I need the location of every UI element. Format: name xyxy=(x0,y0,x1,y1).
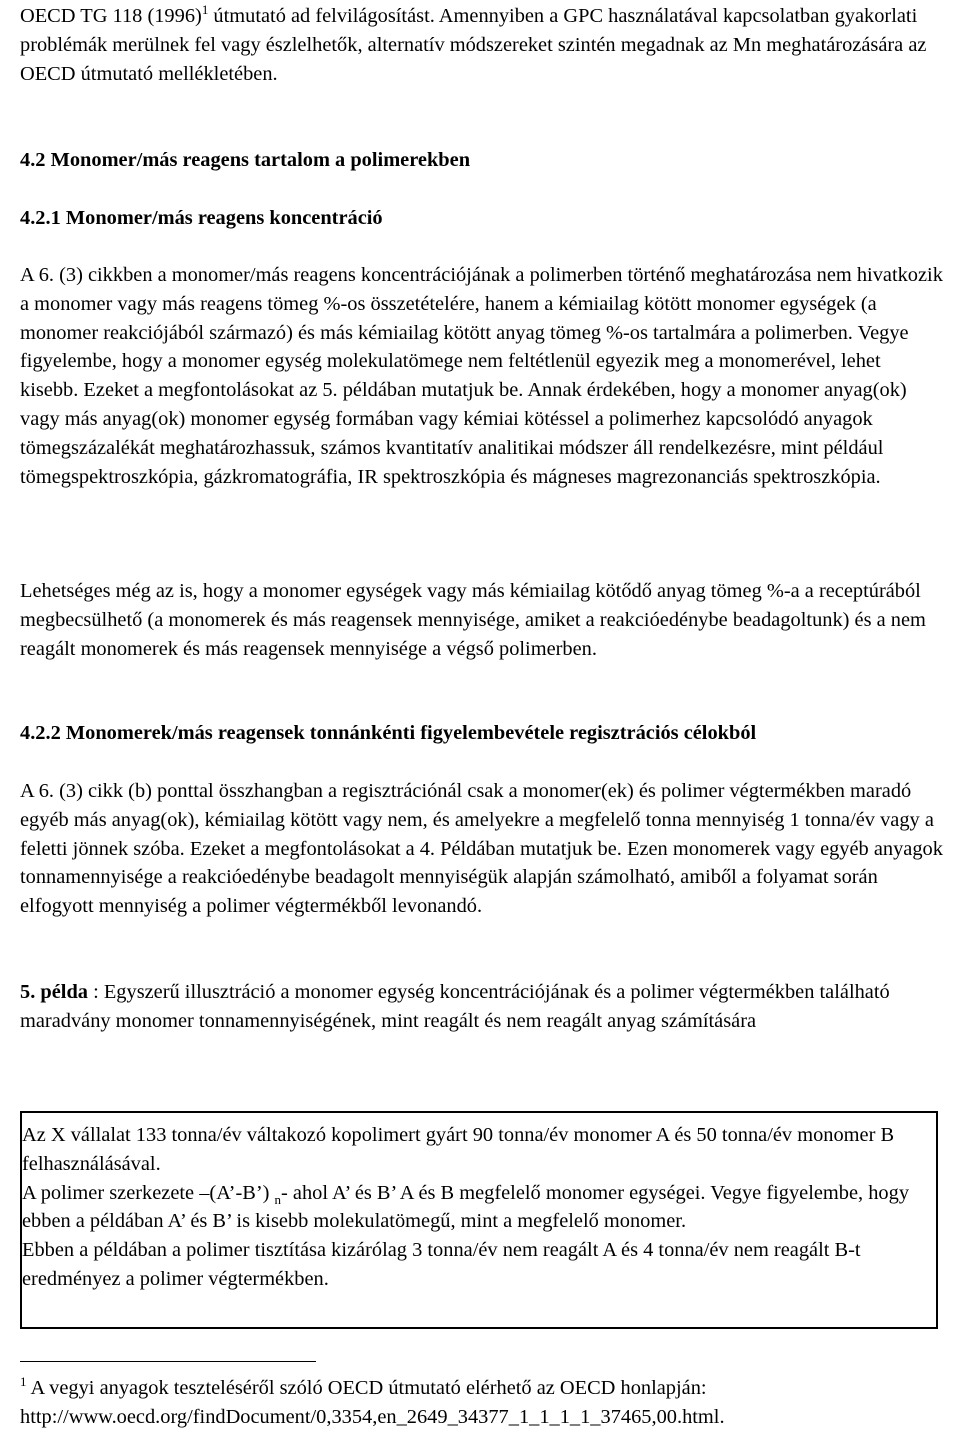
paragraph-registration: A 6. (3) cikk (b) ponttal összhangban a regisztrációnál csak a monomer(ek) és polimer végtermékben maradó egyéb más anyag(ok), kémiailag kötött vagy nem, és amelyekre a megfelelő tonna mennyiség 1 tonna/év vagy a feletti jönnek szóba. Ezeket a megfontolásokat a 4. Példában mutatjuk be. Ezen monomerek vagy egyéb anyagok tonnamennyisége a reakcióedénybe beadagolt mennyiségük alapján számolható, amiből a folyamat során elfogyott mennyiség a polimer végtermékből levonandó. xyxy=(20,780,943,918)
heading-4-2: 4.2 Monomer/más reagens tartalom a polimerekben xyxy=(20,149,471,171)
paragraph-estimation: Lehetséges még az is, hogy a monomer egységek vagy más kémiailag kötődő anyag tömeg %-a a receptúrából megbecsülhető (a monomerek és más reagensek mennyisége, amiket a reakcióedénybe beadagoltunk) és a nem reagált monomerek és más reagensek mennyisége a végső polimerben. xyxy=(20,580,926,660)
example-label: 5. példa xyxy=(20,981,88,1003)
structure-explanation: - ahol A’ és B’ A és B megfelelő monomer egységei. Vegye figyelembe, hogy ebben a példában A’ és B’ is kisebb molekulatömegű, mint a megfelelő monomer. xyxy=(22,1181,910,1233)
footnote-text: A vegyi anyagok teszteléséről szóló OECD útmutató elérhető az OECD honlapján: http://www.oecd.org/findDocument/0,3354,en_2649_34377_1_1_1_1_37465,00.html. xyxy=(20,1377,725,1428)
intro-paragraph xyxy=(20,2,944,88)
paragraph-concentration: A 6. (3) cikkben a monomer/más reagens koncentrációjának a polimerben történő meghatározása nem hivatkozik a monomer vagy más reagens tömeg %-os összetételére, hanem a kémiailag kötött monomer egységek (a monomer reakciójából származó) és más kémiailag kötött anyag tömeg %-os tartalmára a polimerben. Vegye figyelembe, hogy a monomer egység molekulatömege nem feltétlenül egyezik meg a monomerével, lehet kisebb. Ezeket a megfontolásokat az 5. példában mutatjuk be. Annak érdekében, hogy a monomer anyag(ok) vagy más anyag(ok) monomer egység formában vagy kémiai kötéssel a polimerhez kapcsolódó anyagok tömegszázalékát meghatározhassuk, számos kvantitatív analitikai módszer áll rendelkezésre, mint például tömegspektroszkópia, gázkromatográfia, IR spektroszkópia és mágneses magrezonanciás spektroszkópia. xyxy=(20,264,943,488)
structure-subscript: n xyxy=(274,1191,282,1207)
example-box-line-1: Az X vállalat 133 tonna/év váltakozó kopolimert gyárt 90 tonna/év monomer A és 50 tonna/év monomer B felhasználásával. xyxy=(22,1124,895,1175)
example-text: : Egyszerű illusztráció a monomer egység koncentrációjának és a polimer végtermékben található maradvány monomer tonnamennyiségének, mint reagált és nem reagált anyag számítására xyxy=(20,981,890,1032)
heading-4-2-2: 4.2.2 Monomerek/más reagensek tonnánkénti figyelembevétele regisztrációs célokból xyxy=(20,722,757,744)
intro-text: útmutató ad felvilágosítást. Amennyiben a GPC használatával kapcsolatban gyakorlati problémák merülnek fel vagy észlelhetők, alternatív módszereket szintén megadnak az Mn meghatározására az OECD útmutató mellékletében. xyxy=(20,5,927,85)
example-box-line-2 xyxy=(22,1179,922,1237)
heading-4-2-1: 4.2.1 Monomer/más reagens koncentráció xyxy=(20,207,383,229)
footnote-number: 1 xyxy=(20,1374,27,1390)
example-box-line-3: Ebben a példában a polimer tisztítása kizárólag 3 tonna/év nem reagált A és 4 tonna/év nem reagált B-t eredményez a polimer végtermékben. xyxy=(22,1239,861,1290)
footnote-separator xyxy=(20,1361,316,1362)
example-box xyxy=(20,1111,938,1329)
structure-text: A polimer szerkezete –(A’-B’) xyxy=(22,1181,275,1204)
example-paragraph xyxy=(20,978,944,1036)
footnote xyxy=(20,1374,944,1432)
intro-lead: OECD TG 118 (1996) xyxy=(20,5,202,27)
footnote-reference[interactable]: 1 xyxy=(201,2,209,18)
